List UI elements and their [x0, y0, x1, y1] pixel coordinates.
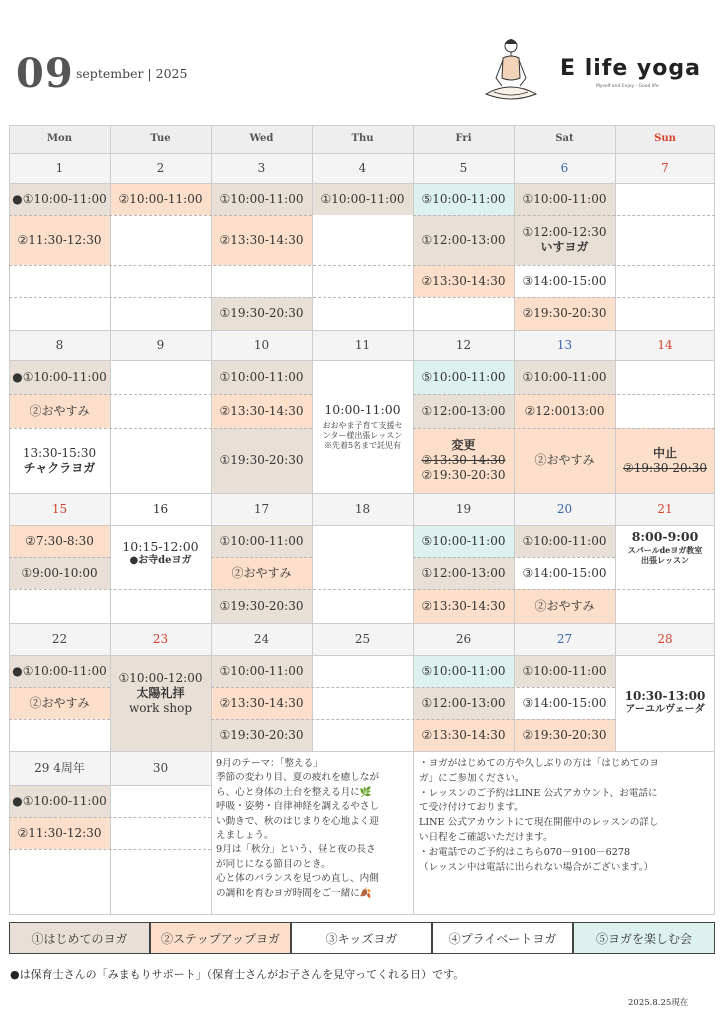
class-slot[interactable]: ②11:30-12:30 [9, 817, 110, 849]
event-time: 10:15-12:00 [122, 539, 199, 554]
legend-beginner: ①はじめてのヨガ [9, 922, 150, 954]
class-slot[interactable]: ②19:30-20:30 [514, 719, 615, 751]
info-line: ・お電話でのご予約はこちら070－9100－6278 [419, 846, 631, 858]
info-line: い日程をご確認いただけます。 [419, 831, 553, 843]
date-6: 6 [514, 153, 615, 183]
slot-title: チャクラヨガ [23, 460, 96, 475]
class-slot[interactable]: ①19:30-20:30 [211, 719, 312, 751]
day-header-thu: Thu [312, 125, 413, 153]
class-slot[interactable]: ②13:30-14:30 [413, 719, 514, 751]
event-title: アーユルヴェーダ [625, 704, 705, 716]
class-slot[interactable]: ②13:30-14:30 [211, 687, 312, 719]
theme-line: が同じになる節目のとき。 [216, 858, 331, 870]
event-slot[interactable] [312, 360, 413, 493]
class-slot[interactable]: ①10:00-11:00 [514, 525, 615, 557]
class-slot[interactable]: ①10:00-11:00 [211, 360, 312, 394]
info-line: LINE 公式アカウントにて現在開催中のレッスンの詳し [419, 817, 659, 829]
class-slot[interactable]: ②7:30-8:30 [9, 525, 110, 557]
date-19: 19 [413, 493, 514, 525]
event-line: ンター様出張レッスン [322, 430, 403, 440]
slot-time: ①12:00-12:30 [522, 225, 607, 239]
class-slot[interactable] [514, 215, 615, 265]
class-slot[interactable]: ⑤10:00-11:00 [413, 183, 514, 215]
day-header-sat: Sat [514, 125, 615, 153]
date-10: 10 [211, 330, 312, 360]
legend-stepup: ②ステップアップヨガ [150, 922, 291, 954]
class-slot[interactable]: ●①10:00-11:00 [9, 183, 110, 215]
booking-info [419, 757, 711, 875]
brand-name: E life yoga [560, 56, 701, 81]
date-15: 15 [9, 493, 110, 525]
class-slot[interactable]: ②おやすみ [9, 687, 110, 719]
class-slot[interactable]: ⑤10:00-11:00 [413, 525, 514, 557]
class-slot[interactable]: ①10:00-11:00 [514, 360, 615, 394]
info-line: ・レッスンのご予約はLINE 公式アカウント、お電話に [419, 787, 658, 799]
theme-line: 呼吸・姿勢・自律神経を調えるやさし [216, 801, 380, 813]
support-note: ●は保育士さんの「みまもりサポート」（保育士さんがお子さんを見守ってくれる日）です。 [10, 968, 465, 981]
class-slot[interactable]: ②おやすみ [514, 589, 615, 623]
date-18: 18 [312, 493, 413, 525]
yoga-pose-icon [472, 34, 550, 106]
date-21: 21 [615, 493, 715, 525]
event-slot[interactable] [110, 525, 211, 589]
event-line: スパールdeヨガ教室 [627, 544, 703, 555]
date-17: 17 [211, 493, 312, 525]
date-7: 7 [615, 153, 715, 183]
theme-line: の調和を育むヨガ時間をご一緒に🍂 [216, 887, 372, 899]
class-slot[interactable] [615, 428, 715, 493]
class-slot[interactable]: ②13:30-14:30 [413, 265, 514, 297]
date-9: 9 [110, 330, 211, 360]
event-line: おおやま子育て支援セ [322, 420, 403, 430]
theme-line: い動きで、秋のはじまりを心地よく迎 [216, 815, 379, 827]
day-header-fri: Fri [413, 125, 514, 153]
as-of-date: 2025.8.25現在 [628, 998, 689, 1008]
class-slot[interactable]: ②19:30-20:30 [514, 297, 615, 330]
slot-time-old: ②13:30-14:30 [421, 453, 506, 467]
date-28: 28 [615, 623, 715, 655]
date-22: 22 [9, 623, 110, 655]
class-slot[interactable]: ①12:00-13:00 [413, 394, 514, 428]
theme-line: 9月は「秋分」という、昼と夜の長さ [216, 844, 376, 856]
event-title: 太陽礼拝 [136, 686, 185, 700]
monthly-theme [216, 757, 408, 901]
date-1: 1 [9, 153, 110, 183]
date-26: 26 [413, 623, 514, 655]
class-slot[interactable]: ③14:00-15:00 [522, 273, 607, 288]
class-slot[interactable]: ②11:30-12:30 [9, 215, 110, 265]
class-slot[interactable]: ②12:0013:00 [514, 394, 615, 428]
event-slot[interactable] [615, 525, 715, 589]
month-year: september | 2025 [76, 66, 188, 81]
class-slot[interactable]: ②13:30-14:30 [211, 394, 312, 428]
class-slot[interactable]: ②13:30-14:30 [413, 589, 514, 623]
class-slot[interactable]: ②10:00-11:00 [110, 183, 211, 215]
event-time: ①10:00-12:00 [118, 671, 203, 685]
event-slot[interactable] [615, 655, 715, 751]
info-line: ・ヨガがはじめての方や久しぶりの方は「はじめてのヨ [419, 758, 659, 769]
date-2: 2 [110, 153, 211, 183]
class-slot[interactable]: ②おやすみ [514, 428, 615, 493]
date-12: 12 [413, 330, 514, 360]
date-11: 11 [312, 330, 413, 360]
class-slot[interactable]: ⑤10:00-11:00 [413, 360, 514, 394]
slot-time: 13:30-15:30 [22, 445, 97, 460]
day-header-mon: Mon [9, 125, 110, 153]
theme-line: ら、心と身体の土台を整える月に🌿 [216, 786, 372, 798]
class-slot[interactable]: ①19:30-20:30 [211, 297, 312, 330]
event-title: ●お寺deヨガ [129, 554, 192, 566]
day-header-wed: Wed [211, 125, 312, 153]
class-slot[interactable]: ①19:30-20:30 [211, 428, 312, 493]
class-slot[interactable]: ①9:00-10:00 [9, 557, 110, 589]
brand-tagline: Myself and Enjoy · Good life [596, 84, 659, 89]
class-slot[interactable]: ③14:00-15:00 [522, 565, 607, 580]
event-time: 10:30-13:00 [624, 689, 706, 704]
class-slot[interactable]: ①10:00-11:00 [312, 183, 413, 215]
event-line: ※先着5名まで託児有 [323, 440, 402, 450]
legend-enjoy: ⑤ヨガを楽しむ会 [573, 922, 715, 954]
class-slot[interactable]: ●①10:00-11:00 [9, 655, 110, 687]
date-24: 24 [211, 623, 312, 655]
class-slot[interactable]: ①19:30-20:30 [211, 589, 312, 623]
class-slot[interactable]: ①12:00-13:00 [413, 557, 514, 589]
class-slot[interactable]: ③14:00-15:00 [522, 695, 607, 710]
info-line: ガ」にご参加ください。 [419, 772, 525, 784]
class-slot[interactable]: ①10:00-11:00 [514, 183, 615, 215]
date-16: 16 [152, 501, 169, 516]
event-subtitle: work shop [128, 701, 193, 715]
date-23: 23 [110, 623, 211, 655]
date-20: 20 [514, 493, 615, 525]
event-time: 8:00-9:00 [631, 529, 699, 544]
class-slot[interactable] [413, 428, 514, 493]
date-5: 5 [413, 153, 514, 183]
event-time: 10:00-11:00 [324, 402, 401, 418]
event-slot[interactable] [110, 655, 211, 751]
class-slot[interactable]: ⑤10:00-11:00 [413, 655, 514, 687]
class-slot[interactable]: ①12:00-13:00 [413, 687, 514, 719]
slot-title: いすヨガ [540, 240, 589, 254]
theme-line: えましょう。 [216, 830, 274, 842]
date-29: 29 4周年 [9, 751, 110, 785]
info-line: （レッスン中は電話に出られない場合がございます。） [419, 861, 654, 873]
theme-line: 9月のテーマ：「整える」 [216, 758, 323, 769]
event-line: 出張レッスン [641, 554, 689, 565]
date-3: 3 [211, 153, 312, 183]
change-label: 変更 [451, 438, 476, 452]
class-slot[interactable]: ①10:00-11:00 [514, 655, 615, 687]
info-line: て受け付けております。 [419, 802, 524, 814]
class-slot[interactable]: ②おやすみ [9, 394, 110, 428]
date-4: 4 [312, 153, 413, 183]
date-14: 14 [615, 330, 715, 360]
date-30: 30 [110, 751, 211, 785]
date-27: 27 [514, 623, 615, 655]
cancel-label: 中止 [652, 445, 677, 460]
slot-time-new: ②19:30-20:30 [421, 468, 506, 482]
class-slot[interactable]: ①10:00-11:00 [211, 183, 312, 215]
class-slot[interactable]: ●①10:00-11:00 [9, 360, 110, 394]
class-slot[interactable]: ①10:00-11:00 [211, 525, 312, 557]
class-slot[interactable]: ①10:00-11:00 [211, 655, 312, 687]
class-slot[interactable]: ①12:00-13:00 [413, 215, 514, 265]
legend-kids: ③キッズヨガ [291, 922, 432, 954]
class-slot[interactable] [9, 428, 110, 493]
month-number: 09 [16, 50, 74, 97]
theme-line: 心と体のバランスを見つめ直し、内側 [216, 873, 379, 885]
slot-time-old: ②19:30-20:30 [623, 460, 707, 475]
day-header-tue: Tue [110, 125, 211, 153]
date-8: 8 [9, 330, 110, 360]
day-header-sun: Sun [615, 125, 715, 153]
class-slot[interactable]: ②13:30-14:30 [211, 215, 312, 265]
legend-private: ④プライベートヨガ [432, 922, 573, 954]
date-25: 25 [312, 623, 413, 655]
class-slot[interactable]: ②おやすみ [211, 557, 312, 589]
theme-line: 季節の変わり目、夏の疲れを癒しなが [216, 772, 380, 784]
date-13: 13 [514, 330, 615, 360]
class-slot[interactable]: ●①10:00-11:00 [9, 785, 110, 817]
